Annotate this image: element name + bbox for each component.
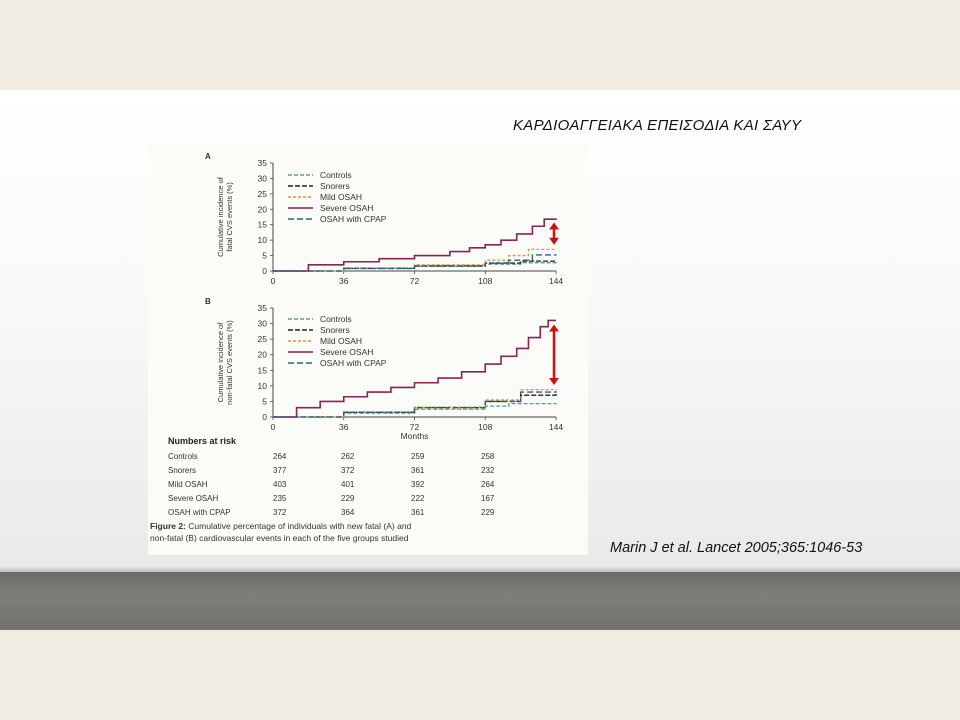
risk-row-value: 361 bbox=[411, 508, 425, 517]
risk-row-value: 258 bbox=[481, 452, 495, 461]
floor bbox=[0, 572, 960, 630]
panel-a-y-tick-label: 25 bbox=[257, 188, 267, 199]
risk-row-value: 372 bbox=[273, 508, 287, 517]
risk-row-value: 392 bbox=[411, 480, 425, 489]
risk-row-value: 229 bbox=[341, 494, 355, 503]
citation: Marin J et al. Lancet 2005;365:1046-53 bbox=[610, 540, 863, 556]
panel-b-x-tick-label: 144 bbox=[548, 422, 564, 432]
panel-a-x-tick-label: 36 bbox=[339, 276, 349, 286]
panel-a-y-tick-label: 15 bbox=[257, 219, 267, 230]
panel-b-x-tick-label: 108 bbox=[478, 422, 493, 432]
risk-row-label: Snorers bbox=[168, 466, 197, 475]
panel-a-y-axis-title: Cumulative incidence offatal CVS events (%) bbox=[216, 177, 234, 257]
panel-b-legend-label-mild: Mild OSAH bbox=[320, 336, 363, 346]
panel-a-x-tick-label: 144 bbox=[548, 276, 564, 286]
risk-row-value: 364 bbox=[341, 508, 355, 517]
panel-b-x-tick-label: 0 bbox=[270, 422, 276, 432]
panel-b-x-axis-title: Months bbox=[400, 431, 429, 441]
risk-row-value: 264 bbox=[481, 480, 495, 489]
panel-b-difference-arrow-head-down bbox=[549, 378, 559, 385]
panel-b-y-tick-label: 20 bbox=[257, 349, 267, 360]
panel-a-y-tick-label: 20 bbox=[257, 204, 267, 215]
panel-a-y-tick-label: 10 bbox=[257, 235, 267, 246]
risk-row-value: 167 bbox=[481, 494, 495, 503]
figure-caption-line1: Figure 2: Cumulative percentage of individuals with new fatal (A) and bbox=[150, 521, 412, 531]
panel-b-y-tick-label: 30 bbox=[257, 318, 267, 329]
panel-b-legend-label-snorers: Snorers bbox=[320, 325, 350, 335]
risk-row-label: OSAH with CPAP bbox=[168, 508, 231, 517]
panel-b-legend-label-cpap: OSAH with CPAP bbox=[320, 358, 387, 368]
risk-row-value: 229 bbox=[481, 508, 495, 517]
panel-a-y-tick-label: 30 bbox=[257, 173, 267, 184]
risk-row-label: Controls bbox=[168, 452, 198, 461]
panel-b-series-severe-line bbox=[273, 320, 556, 417]
panel-b-y-tick-label: 25 bbox=[257, 334, 267, 345]
panel-b-legend-label-controls: Controls bbox=[320, 314, 352, 324]
panel-b-y-tick-label: 10 bbox=[257, 380, 267, 391]
panel-a-x-tick-label: 108 bbox=[478, 276, 493, 286]
panel-b-x-tick-label: 36 bbox=[339, 422, 349, 432]
panel-a-x-tick-label: 0 bbox=[270, 276, 276, 286]
risk-row-value: 361 bbox=[411, 466, 425, 475]
risk-row-value: 264 bbox=[273, 452, 287, 461]
panel-a-y-tick-label: 5 bbox=[262, 250, 267, 261]
panel-b-y-tick-label: 0 bbox=[262, 412, 267, 422]
risk-row-label: Severe OSAH bbox=[168, 494, 219, 503]
slide bbox=[0, 90, 960, 630]
panel-a-legend-label-mild: Mild OSAH bbox=[320, 192, 363, 202]
panel-a-x-tick-label: 72 bbox=[409, 276, 420, 286]
panel-a-y-tick-label: 35 bbox=[257, 158, 267, 168]
panel-b-legend-label-severe: Severe OSAH bbox=[320, 347, 374, 357]
panel-a-legend-label-severe: Severe OSAH bbox=[320, 203, 374, 213]
risk-row-label: Mild OSAH bbox=[168, 480, 208, 489]
panel-a-y-tick-label: 0 bbox=[262, 266, 267, 276]
risk-row-value: 262 bbox=[341, 452, 355, 461]
panel-a-label: A bbox=[205, 152, 211, 161]
figure-caption-line2: non-fatal (B) cardiovascular events in each of the five groups studied bbox=[150, 533, 409, 543]
risk-row-value: 377 bbox=[273, 466, 287, 475]
risk-row-value: 372 bbox=[341, 466, 355, 475]
chart-figure bbox=[148, 145, 588, 555]
risk-row-value: 222 bbox=[411, 494, 425, 503]
panel-a-legend-label-controls: Controls bbox=[320, 170, 352, 180]
panel-a-difference-arrow-head-up bbox=[549, 223, 559, 230]
panel-b-y-tick-label: 35 bbox=[257, 303, 267, 313]
risk-table-header: Numbers at risk bbox=[168, 436, 237, 446]
panel-b-difference-arrow-head-up bbox=[549, 324, 559, 331]
risk-row-value: 259 bbox=[411, 452, 425, 461]
panel-a-difference-arrow-head-down bbox=[549, 238, 559, 245]
panel-a-legend-label-cpap: OSAH with CPAP bbox=[320, 214, 387, 224]
chart-svg bbox=[148, 145, 588, 555]
panel-b-label: B bbox=[205, 297, 211, 306]
panel-a-legend-label-snorers: Snorers bbox=[320, 181, 350, 191]
risk-row-value: 232 bbox=[481, 466, 495, 475]
panel-b-x-tick-label: 72 bbox=[409, 422, 420, 432]
slide-title: ΚΑΡΔΙΟΑΓΓΕΙΑΚΑ ΕΠΕΙΣΟΔΙΑ ΚΑΙ ΣΑΥΥ bbox=[513, 117, 802, 134]
risk-row-value: 403 bbox=[273, 480, 287, 489]
panel-b-y-axis-title: Cumulative incidence ofnon-fatal CVS events (%) bbox=[216, 320, 234, 405]
risk-row-value: 235 bbox=[273, 494, 287, 503]
panel-b-y-tick-label: 15 bbox=[257, 365, 267, 376]
panel-b-y-tick-label: 5 bbox=[262, 396, 267, 407]
risk-row-value: 401 bbox=[341, 480, 355, 489]
